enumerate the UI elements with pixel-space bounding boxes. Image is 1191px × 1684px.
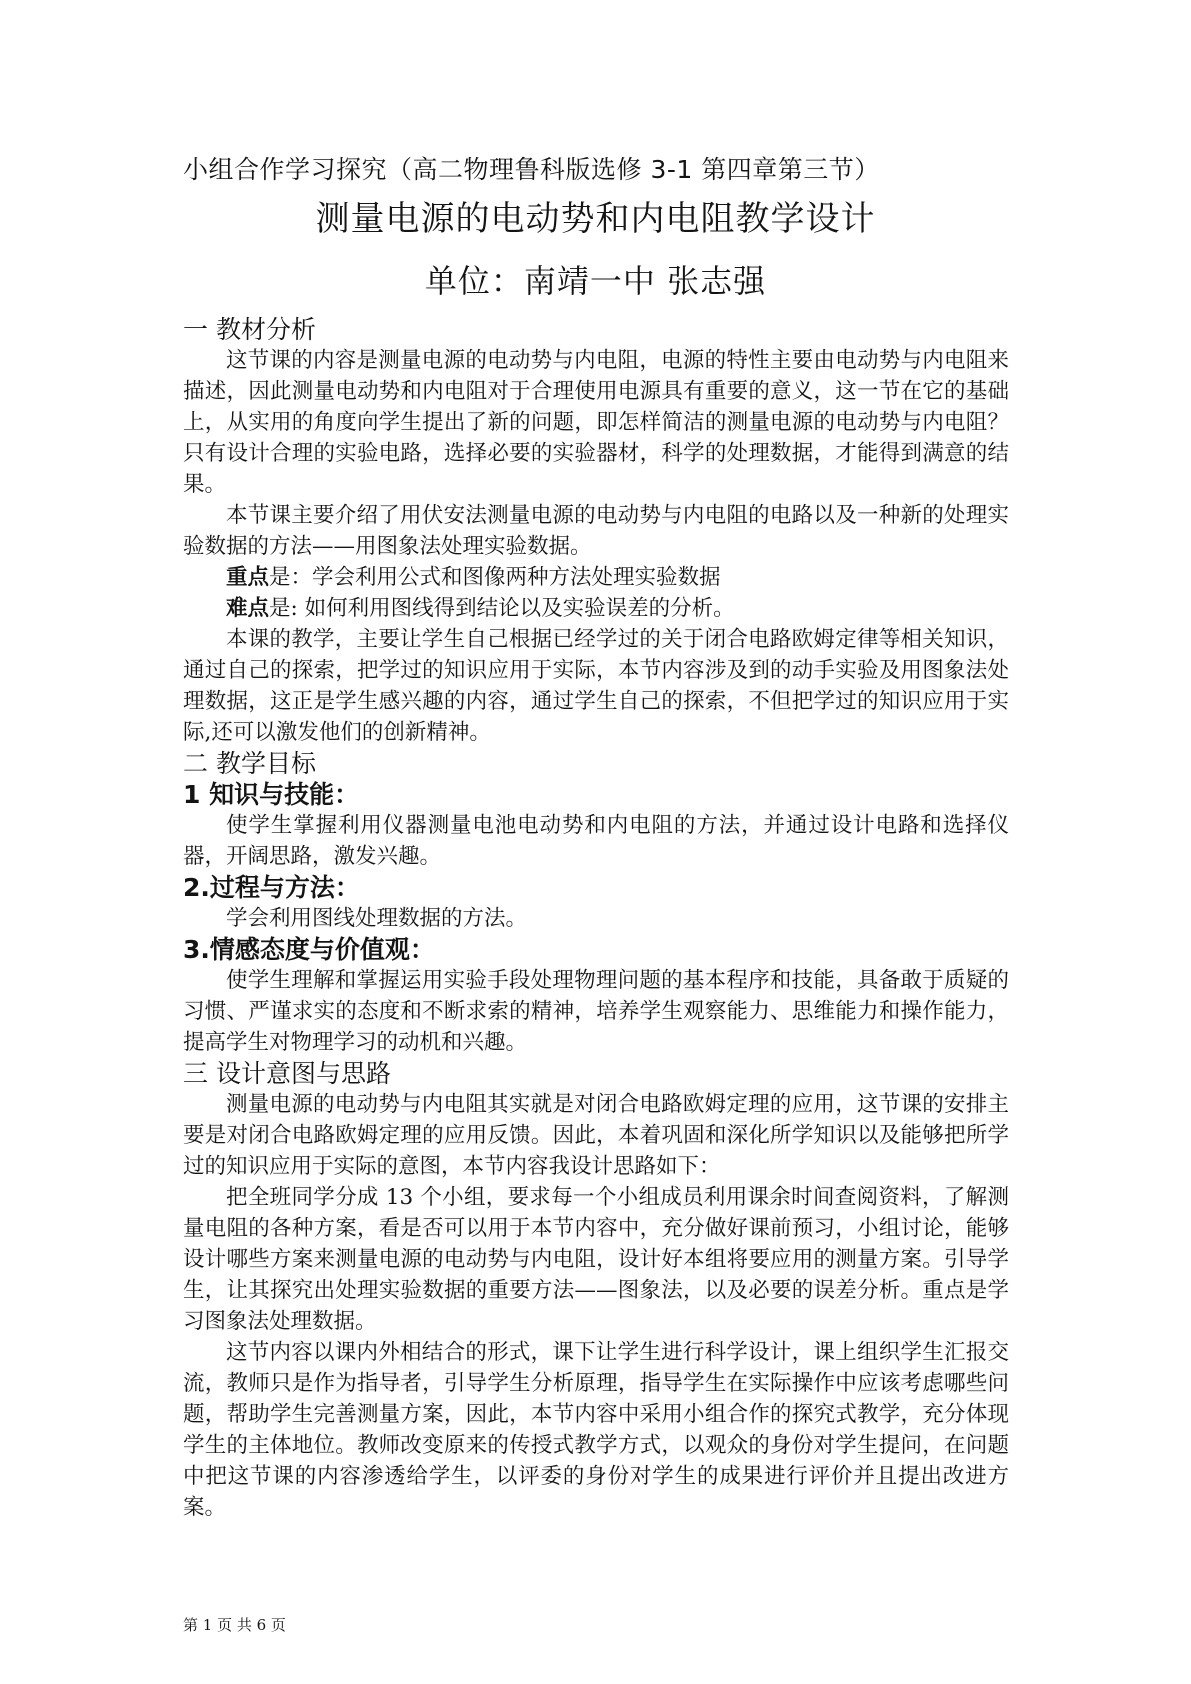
difficulty-line — [183, 593, 1009, 624]
paragraph: 本节课主要介绍了用伏安法测量电源的电动势与内电阻的电路以及一种新的处理实验数据的方法——用图象法处理实验数据。 — [183, 503, 1009, 559]
subheading-attitude-values: 3.情感态度与价值观： — [183, 935, 435, 964]
section-heading-teaching-goals: 二 教学目标 — [183, 749, 316, 778]
subheading-knowledge-skills: 1 知识与技能： — [183, 780, 360, 809]
paragraph: 这节课的内容是测量电源的电动势与内电阻，电源的特性主要由电动势与内电阻来描述，因此测量电动势和内电阻对于合理使用电源具有重要的意义，这一节在它的基础上，从实用的角度向学生提出了新的问题，即怎样简洁的测量电源的电动势与内电阻？ 只有设计合理的实验电路，选择必要的实验器材，科学的处理数据，才能得到满意的结果。 — [183, 348, 1009, 497]
key-point-line — [183, 562, 1009, 593]
document-subtitle: 小组合作学习探究（高二物理鲁科版选修 3-1 第四章第三节） — [183, 155, 880, 184]
paragraph: 使学生掌握利用仪器测量电池电动势和内电阻的方法，并通过设计电路和选择仪器，开阔思路，激发兴趣。 — [183, 813, 1009, 869]
key-point-label: 重点 — [226, 565, 270, 590]
page-number: 第 1 页 共 6 页 — [183, 1616, 286, 1634]
author-unit: 单位：南靖一中 张志强 — [424, 262, 767, 300]
paragraph: 使学生理解和掌握运用实验手段处理物理问题的基本程序和技能，具备敢于质疑的习惯、严谨求实的态度和不断求索的精神，培养学生观察能力、思维能力和操作能力，提高学生对物理学习的动机和兴趣。 — [183, 968, 1009, 1055]
section-heading-material-analysis: 一 教材分析 — [183, 315, 316, 344]
difficulty-text: 是: 如何利用图线得到结论以及实验误差的分析。 — [269, 596, 735, 621]
key-point-text: 是：学会利用公式和图像两种方法处理实验数据 — [269, 565, 721, 590]
paragraph: 本课的教学，主要让学生自己根据已经学过的关于闭合电路欧姆定律等相关知识，通过自己的探索，把学过的知识应用于实际，本节内容涉及到的动手实验及用图象法处理数据，这正是学生感兴趣的内容，通过学生自己的探索，不但把学过的知识应用于实际,还可以激发他们的创新精神。 — [183, 627, 1009, 745]
document-body — [183, 314, 1009, 1523]
paragraph: 把全班同学分成 13 个小组，要求每一个小组成员利用课余时间查阅资料，了解测量电阻的各种方案，看是否可以用于本节内容中，充分做好课前预习，小组讨论，能够设计哪些方案来测量电源的电动势与内电阻，设计好本组将要应用的测量方案。引导学生，让其探究出处理实验数据的重要方法——图象法，以及必要的误差分析。重点是学习图象法处理数据。 — [183, 1185, 1009, 1334]
section-heading-design-intent: 三 设计意图与思路 — [183, 1059, 391, 1088]
paragraph: 学会利用图线处理数据的方法。 — [226, 906, 528, 931]
subheading-process-method: 2.过程与方法： — [183, 873, 360, 902]
paragraph: 测量电源的电动势与内电阻其实就是对闭合电路欧姆定理的应用，这节课的安排主要是对闭合电路欧姆定理的应用反馈。因此，本着巩固和深化所学知识以及能够把所学过的知识应用于实际的意图，本节内容我设计思路如下： — [183, 1092, 1009, 1179]
difficulty-label: 难点 — [226, 596, 270, 621]
document-title: 测量电源的电动势和内电阻教学设计 — [315, 199, 876, 239]
paragraph: 这节内容以课内外相结合的形式，课下让学生进行科学设计，课上组织学生汇报交流，教师只是作为指导者，引导学生分析原理，指导学生在实际操作中应该考虑哪些问题，帮助学生完善测量方案，因此，本节内容中采用小组合作的探究式教学，充分体现学生的主体地位。教师改变原来的传授式教学方式，以观众的身份对学生提问，在问题中把这节课的内容渗透给学生，以评委的身份对学生的成果进行评价并且提出改进方案。 — [183, 1340, 1009, 1520]
